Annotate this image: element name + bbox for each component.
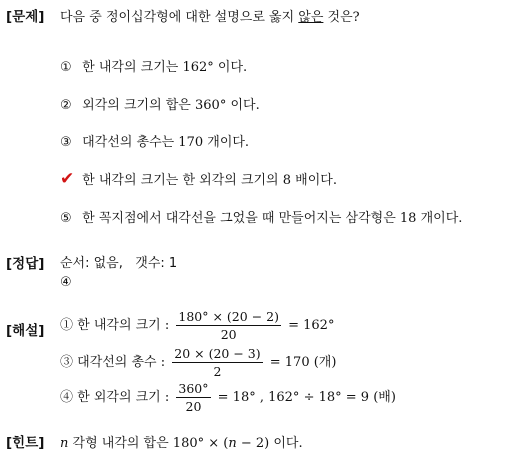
option-4 [60,169,337,188]
question-label: [문제] [6,9,45,25]
solution-line-3-numerator: 360° [178,381,209,396]
answer-count: 갯수: 1 [135,256,178,271]
option-3-text: 대각선의 총수는 170 개이다. [82,135,250,150]
answer-label: [정답] [6,256,45,272]
solution-line-2-result: = 170 (개) [269,355,337,370]
hint-text-mid: 각형 내각의 합은 180° × ( [68,436,229,451]
option-2 [60,94,260,113]
hint-text [60,432,303,451]
solution-line-2-denominator: 2 [213,364,222,379]
option-3 [60,131,249,150]
solution-line-3-prefix: ④ 한 외각의 크기 : [60,390,170,405]
option-5 [60,207,462,226]
solution-line-1 [60,309,334,342]
solution-line-2-fraction [172,346,262,379]
solution-line-3-denominator: 20 [185,399,202,414]
solution-label: [해설] [6,323,45,339]
option-3-marker: ③ [60,135,72,150]
question-text-after: 것은? [323,10,360,25]
solution-line-2 [60,346,336,379]
solution-line-3-fraction [176,381,210,414]
hint-text-end: − 2) 이다. [236,436,303,451]
solution-line-3-result: = 18° , 162° ÷ 18° = 9 (배) [217,390,396,405]
solution-line-1-prefix: ① 한 내각의 크기 : [60,318,170,333]
checkmark-icon: ✔ [60,169,75,189]
option-1-marker: ① [60,60,72,75]
question-underlined-word: 않은 [298,10,324,25]
solution-line-1-fraction [176,309,281,342]
hint-var-n-2: n [228,436,237,451]
solution-line-1-result: = 162° [288,318,335,333]
option-2-marker: ② [60,98,72,113]
answer-order: 순서: 없음, [60,256,123,271]
option-1 [60,56,247,75]
answer-choice: ④ [60,275,72,290]
option-5-text: 한 꼭지점에서 대각선을 그었을 때 만들어지는 삼각형은 18 개이다. [82,211,463,226]
solution-line-2-numerator: 20 × (20 − 3) [174,346,261,361]
solution-line-2-prefix: ③ 대각선의 총수 : [60,355,166,370]
option-1-text: 한 내각의 크기는 162° 이다. [82,60,248,75]
hint-label: [힌트] [6,435,45,451]
solution-line-1-denominator: 20 [220,327,237,342]
question-text [60,6,360,25]
hint-var-n: n [60,436,69,451]
option-4-text: 한 내각의 크기는 한 외각의 크기의 8 배이다. [82,173,337,188]
solution-line-3 [60,381,396,414]
answer-info [60,252,177,271]
option-2-text: 외각의 크기의 합은 360° 이다. [82,98,260,113]
question-text-before: 다음 중 정이십각형에 대한 설명으로 옳지 [60,10,299,25]
solution-line-1-numerator: 180° × (20 − 2) [178,309,279,324]
option-5-marker: ⑤ [60,211,72,226]
